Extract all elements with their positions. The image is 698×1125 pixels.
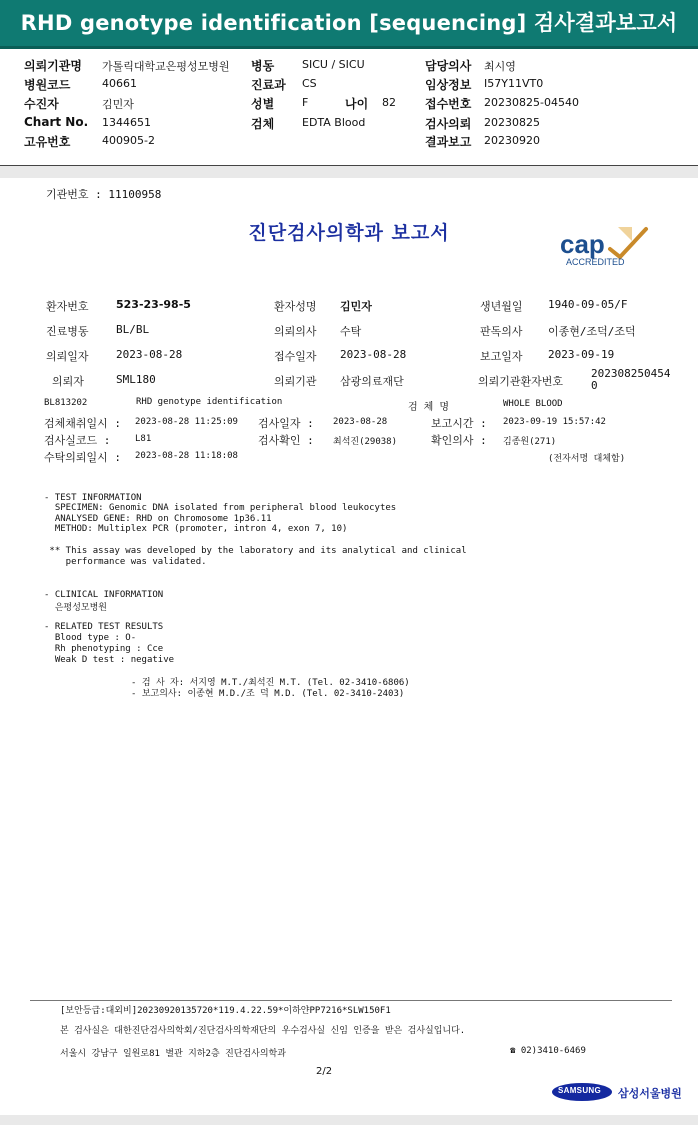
field-value: 2023-08-28 (333, 417, 388, 427)
header-value: 400905-2 (102, 134, 155, 147)
field-label: 의뢰기관환자번호 (478, 375, 564, 388)
header-value: 20230825 (484, 116, 540, 129)
field-value: 수탁 (340, 325, 362, 338)
field-label: 의뢰일자 (46, 350, 89, 363)
field-value: 0 (591, 379, 598, 392)
header-label: 담당의사 (425, 59, 472, 73)
header-label: 고유번호 (24, 135, 71, 149)
specimen-label: 검 체 명 (408, 402, 450, 413)
header-label: 수진자 (24, 97, 59, 111)
certification-note: 본 검사실은 대한진단검사의학회/진단검사의학재단의 우수검사실 신임 인증을 받은 검사실입니다. (60, 1026, 466, 1036)
body-line: Weak D test : negative (44, 655, 175, 665)
header-label: 임상정보 (425, 78, 472, 92)
header-label: 병원코드 (24, 78, 71, 92)
field-label: 검체채취일시 : (44, 417, 122, 430)
body-line: Rh phenotyping : Cce (44, 644, 164, 654)
body-line: Blood type : O- (44, 633, 137, 643)
field-label: 검사확인 : (258, 434, 314, 447)
field-value: 1940-09-05/F (548, 298, 628, 311)
report-banner: RHD genotype identification [sequencing] 검사결과보고서 (0, 0, 698, 49)
field-value: 523-23-98-5 (116, 298, 191, 311)
header-label: 의뢰기관명 (24, 59, 82, 73)
samsung-logo-text: SAMSUNG (558, 1086, 601, 1095)
field-value: SML180 (116, 373, 156, 386)
header-label: 나이 (345, 97, 369, 111)
header-value: 82 (382, 96, 396, 109)
field-label: 보고일자 (480, 350, 523, 363)
header-value: EDTA Blood (302, 116, 366, 129)
field-value: 최석진(29038) (333, 437, 398, 447)
header-label: 성별 (251, 97, 275, 111)
field-label: 의뢰자 (52, 375, 84, 388)
field-label: 검사일자 : (258, 417, 314, 430)
header-label: 병동 (251, 59, 275, 73)
bottom-bar (0, 1115, 698, 1125)
body-line: - RELATED TEST RESULTS (44, 622, 164, 632)
field-label: 환자성명 (274, 300, 317, 313)
field-value: 이종현/조덕/조덕 (548, 325, 636, 338)
body-line: SPECIMEN: Genomic DNA isolated from peripheral blood leukocytes (44, 503, 397, 513)
field-value: 삼광의료재단 (340, 375, 404, 388)
header-value: 가톨릭대학교은평성모병원 (102, 60, 230, 73)
field-label: 수탁의뢰일시 : (44, 451, 122, 464)
field-label: 진료병동 (46, 325, 89, 338)
samsung-hospital-logo (552, 1081, 682, 1105)
header-value: 40661 (102, 77, 137, 90)
lab-phone: ☎ 02)3410-6469 (510, 1046, 586, 1056)
lab-address: 서울시 강남구 일원로81 별관 지하2층 진단검사의학과 (60, 1049, 286, 1059)
field-value: 202308250454 (591, 367, 671, 380)
cap-accredited-logo (558, 223, 650, 269)
header-label: 진료과 (251, 78, 286, 92)
body-line: - CLINICAL INFORMATION (44, 590, 164, 600)
header-value: 김민자 (102, 98, 134, 111)
field-value: 김민자 (340, 300, 372, 313)
body-line: 은평성모병원 (44, 603, 108, 613)
header-label: Chart No. (24, 115, 89, 129)
test-code: BL813202 (44, 398, 88, 408)
field-value: 2023-09-19 (548, 348, 615, 361)
field-value: 김종원(271) (503, 437, 557, 447)
field-label: 접수일자 (274, 350, 317, 363)
field-label: 판독의사 (480, 325, 523, 338)
field-label: 의뢰의사 (274, 325, 317, 338)
esign-note: (전자서명 대체함) (548, 454, 626, 464)
report-header (0, 49, 698, 167)
header-value: I57Y11VT0 (484, 77, 544, 90)
body-line: ** This assay was developed by the laboratory and its analytical and clinical (44, 546, 467, 556)
security-line: [보안등급:대외비]20230920135720*119.4.22.59*이하얀PP7216*SLW150F1 (60, 1006, 391, 1016)
header-value: 최시영 (484, 60, 516, 73)
field-value: 2023-08-28 11:18:08 (135, 451, 238, 461)
header-value: 20230825-04540 (484, 96, 579, 109)
header-label: 결과보고 (425, 135, 472, 149)
header-label: 검사의뢰 (425, 117, 472, 131)
cap-logo-text: cap (560, 229, 605, 259)
header-label: 접수번호 (425, 97, 472, 111)
report-title: 진단검사의학과 보고서 (248, 222, 450, 244)
divider-bar (0, 166, 698, 178)
header-value: CS (302, 77, 317, 90)
cap-logo-icon (558, 223, 650, 269)
field-value: 2023-08-28 11:25:09 (135, 417, 238, 427)
header-value: F (302, 96, 309, 109)
institution-number: 기관번호 : 11100958 (46, 188, 162, 201)
field-value: 2023-08-28 (116, 348, 183, 361)
body-line: performance was validated. (44, 557, 207, 567)
header-value: SICU / SICU (302, 58, 365, 71)
page-number: 2/2 (316, 1066, 333, 1077)
field-label: 환자번호 (46, 300, 89, 313)
field-label: 확인의사 : (431, 434, 487, 447)
field-value: 2023-09-19 15:57:42 (503, 417, 606, 427)
header-label: 검체 (251, 117, 275, 131)
field-value: L81 (135, 434, 152, 444)
cap-logo-subtext: ACCREDITED (566, 257, 625, 267)
field-label: 의뢰기관 (274, 375, 317, 388)
body-line: - TEST INFORMATION (44, 493, 142, 503)
footer-divider (30, 1000, 672, 1001)
field-value: 2023-08-28 (340, 348, 407, 361)
body-line: ANALYSED GENE: RHD on Chromosome 1p36.11 (44, 514, 272, 524)
body-line: - 보고의사: 이종현 M.D./조 덕 M.D. (Tel. 02-3410-2403) (131, 689, 405, 699)
specimen-value: WHOLE BLOOD (503, 399, 563, 409)
test-name: RHD genotype identification (136, 397, 283, 407)
field-label: 생년월일 (480, 300, 523, 313)
body-line: METHOD: Multiplex PCR (promoter, intron 4, exon 7, 10) (44, 524, 348, 534)
body-line: - 검 사 자: 서지영 M.T./최석진 M.T. (Tel. 02-3410-6806) (131, 678, 410, 688)
field-label: 보고시간 : (431, 417, 487, 430)
hospital-name: 삼성서울병원 (618, 1087, 682, 1100)
header-value: 20230920 (484, 134, 540, 147)
field-label: 검사실코드 : (44, 434, 111, 447)
header-value: 1344651 (102, 116, 151, 129)
field-value: BL/BL (116, 323, 150, 336)
